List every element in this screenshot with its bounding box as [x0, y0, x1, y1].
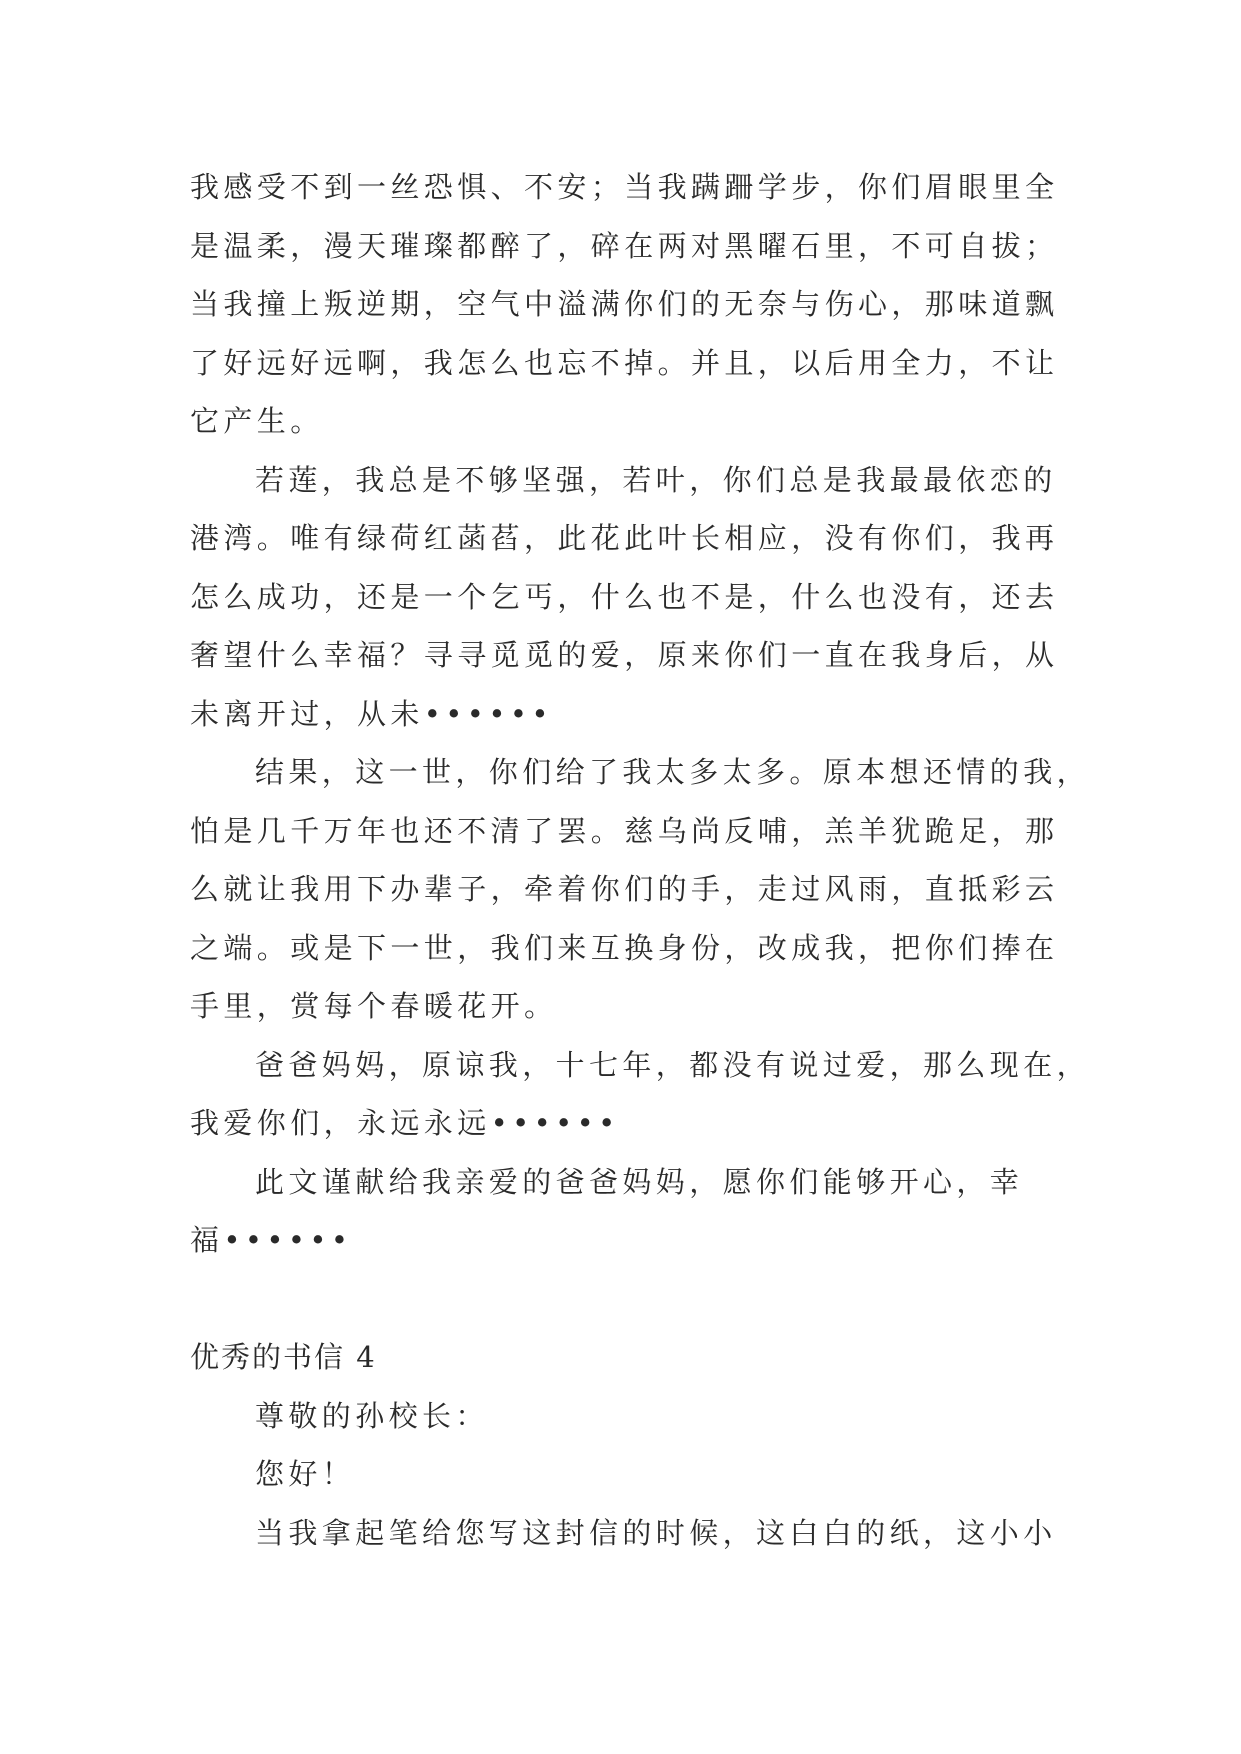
paragraph-line: 我感受不到一丝恐惧、不安；当我蹒跚学步，你们眉眼里全	[190, 170, 1059, 204]
paragraph-line: 之端。或是下一世，我们来互换身份，改成我，把你们捧在	[190, 930, 1059, 965]
paragraph-line: 结果，这一世，你们给了我太多太多。原本想还情的我，	[255, 755, 1091, 789]
paragraph-line: 奢望什么幸福？寻寻觅觅的爱，原来你们一直在我身后，从	[190, 638, 1059, 672]
paragraph-line: 爸爸妈妈，原谅我，十七年，都没有说过爱，那么现在，	[255, 1047, 1091, 1082]
paragraph-line: 它产生。	[190, 404, 324, 438]
paragraph-line: 未离开过，从未••••••	[190, 696, 553, 731]
paragraph-line: 当我拿起笔给您写这封信的时候，这白白的纸，这小小	[255, 1515, 1057, 1550]
paragraph-line: 了好远好远啊，我怎么也忘不掉。并且，以后用全力，不让	[190, 345, 1059, 380]
paragraph-line: 怕是几千万年也还不清了罢。慈乌尚反哺，羔羊犹跪足，那	[190, 813, 1059, 848]
paragraph-line: 当我撞上叛逆期，空气中溢满你们的无奈与伤心，那味道飘	[190, 287, 1059, 321]
letter-salutation: 尊敬的孙校长：	[255, 1398, 489, 1433]
paragraph-line: 手里，赏每个春暖花开。	[190, 989, 558, 1023]
document-body	[190, 158, 1091, 1562]
paragraph-line: 港湾。唯有绿荷红菡萏，此花此叶长相应，没有你们，我再	[190, 521, 1059, 555]
paragraph-line: 么就让我用下办辈子，牵着你们的手，走过风雨，直抵彩云	[190, 872, 1059, 906]
paragraph-line: 是温柔，漫天璀璨都醉了，碎在两对黑曜石里，不可自拔；	[190, 228, 1059, 263]
section-spacer	[190, 1270, 1050, 1329]
paragraph-line: 若莲，我总是不够坚强，若叶，你们总是我最最依恋的	[255, 462, 1057, 497]
section-heading: 优秀的书信 4	[190, 1340, 377, 1374]
letter-greeting: 您好！	[255, 1457, 356, 1491]
paragraph-line: 此文谨献给我亲爱的爸爸妈妈，愿你们能够开心，幸	[255, 1164, 1024, 1199]
paragraph-line: 怎么成功，还是一个乞丐，什么也不是，什么也没有，还去	[190, 579, 1059, 614]
paragraph-line: 我爱你们，永远永远••••••	[190, 1106, 620, 1140]
paragraph-line: 福••••••	[190, 1223, 353, 1257]
